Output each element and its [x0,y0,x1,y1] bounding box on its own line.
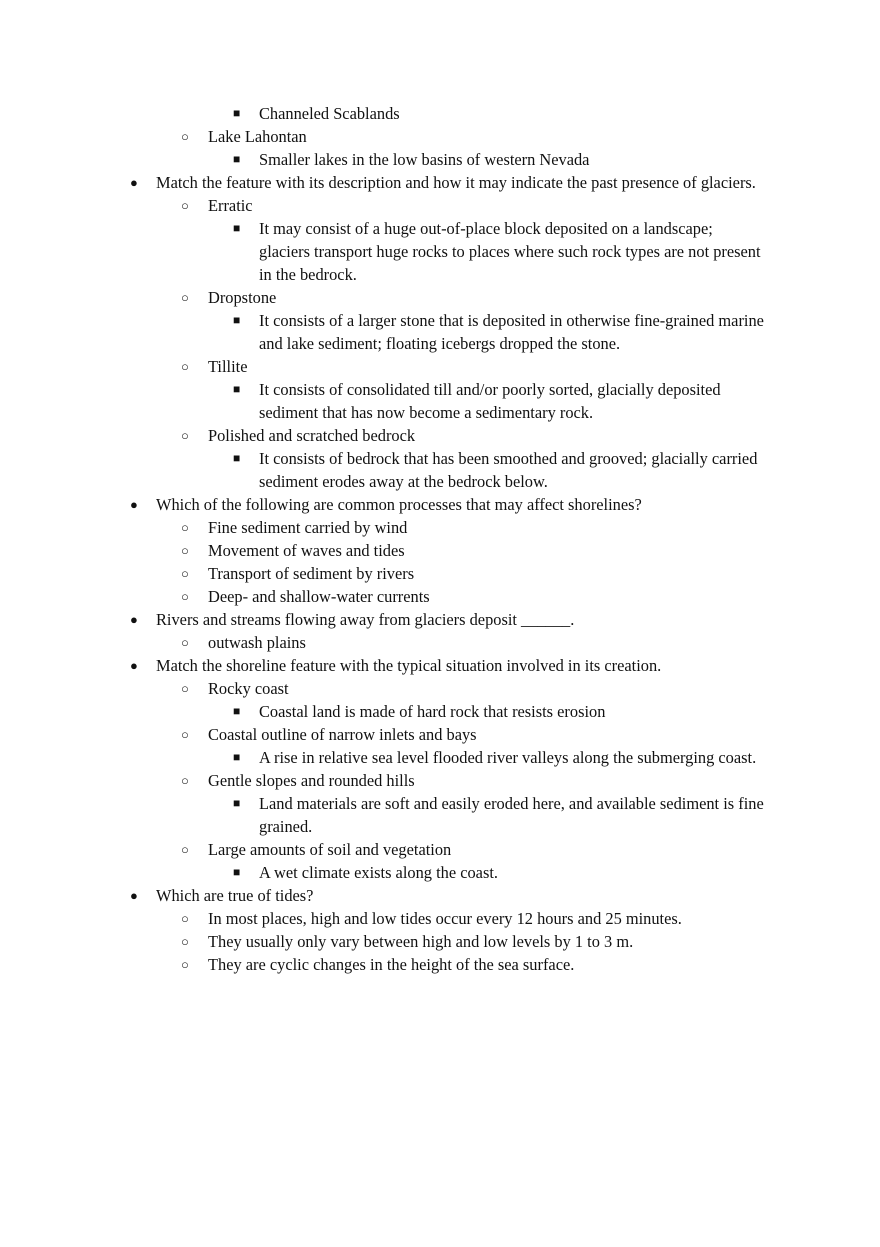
list-item-text: Land materials are soft and easily eroded here, and available sediment is fine grained. [259,794,764,836]
list-item-text: They usually only vary between high and low levels by 1 to 3 m. [208,932,634,951]
list-item [0,723,756,746]
list-item [0,217,764,286]
list-item-text: Coastal outline of narrow inlets and bays [208,725,477,744]
question-text: Rivers and streams flowing away from glaciers deposit ______. [156,610,575,629]
circle-bullet-icon: ○ [181,934,189,949]
dot-bullet-icon: ● [130,175,138,190]
list-item [0,861,764,884]
list-item-text: outwash plains [208,633,306,652]
list-item-text: It consists of consolidated till and/or poorly sorted, glacially deposited sediment that has now become a sedimentary rock. [259,380,721,422]
circle-bullet-icon: ○ [181,359,189,374]
list-item [0,309,764,355]
circle-bullet-icon: ○ [181,681,189,696]
list-item-text: Deep- and shallow-water currents [208,587,430,606]
list-item [0,424,756,447]
question-text: Match the feature with its description and how it may indicate the past presence of glaciers. [156,173,756,192]
square-bullet-icon: ■ [233,704,241,718]
circle-bullet-icon: ○ [181,957,189,972]
list-item [0,148,764,171]
square-bullet-icon: ■ [233,152,241,166]
list-item [0,194,756,217]
square-bullet-icon: ■ [233,796,241,810]
list-item-text: A wet climate exists along the coast. [259,863,498,882]
circle-bullet-icon: ○ [181,290,189,305]
list-item-text: Lake Lahontan [208,127,307,146]
list-item [0,447,764,493]
square-bullet-icon: ■ [233,865,241,879]
question-item [0,884,756,907]
list-item-text: Movement of waves and tides [208,541,405,560]
question-item [0,493,756,516]
square-bullet-icon: ■ [233,106,241,120]
list-item-text: Erratic [208,196,253,215]
question-item [0,171,756,194]
circle-bullet-icon: ○ [181,773,189,788]
list-item-text: It consists of a larger stone that is deposited in otherwise fine-grained marine and lake sediment; floating icebergs dropped the stone. [259,311,764,353]
list-item [0,792,764,838]
list-item [0,562,756,585]
list-item-text: Dropstone [208,288,277,307]
list-item [0,838,756,861]
circle-bullet-icon: ○ [181,520,189,535]
list-item-text: Polished and scratched bedrock [208,426,416,445]
list-item-text: Rocky coast [208,679,289,698]
circle-bullet-icon: ○ [181,842,189,857]
document-page [0,102,880,976]
circle-bullet-icon: ○ [181,727,189,742]
list-item [0,516,756,539]
list-item-text: It may consist of a huge out-of-place block deposited on a landscape; glaciers transport huge rocks to places where such rock types are not present in the bedrock. [259,219,761,284]
list-item [0,378,764,424]
question-text: Which of the following are common processes that may affect shorelines? [156,495,642,514]
list-item-text: Tillite [208,357,248,376]
list-item [0,700,764,723]
list-item [0,930,756,953]
dot-bullet-icon: ● [130,888,138,903]
list-item-text: Fine sediment carried by wind [208,518,408,537]
list-item-text: Coastal land is made of hard rock that resists erosion [259,702,606,721]
list-item-text: Channeled Scablands [259,104,400,123]
list-item [0,953,756,976]
list-item-text: Smaller lakes in the low basins of western Nevada [259,150,590,169]
dot-bullet-icon: ● [130,612,138,627]
question-item [0,654,756,677]
question-item [0,608,756,631]
square-bullet-icon: ■ [233,313,241,327]
list-item [0,102,764,125]
list-item [0,746,764,769]
circle-bullet-icon: ○ [181,543,189,558]
circle-bullet-icon: ○ [181,129,189,144]
circle-bullet-icon: ○ [181,911,189,926]
list-item [0,355,756,378]
circle-bullet-icon: ○ [181,198,189,213]
circle-bullet-icon: ○ [181,589,189,604]
circle-bullet-icon: ○ [181,428,189,443]
list-item [0,539,756,562]
list-item-text: Transport of sediment by rivers [208,564,415,583]
dot-bullet-icon: ● [130,658,138,673]
circle-bullet-icon: ○ [181,635,189,650]
list-item [0,125,756,148]
list-item-text: In most places, high and low tides occur every 12 hours and 25 minutes. [208,909,682,928]
square-bullet-icon: ■ [233,750,241,764]
list-item [0,631,756,654]
square-bullet-icon: ■ [233,451,241,465]
list-item [0,769,756,792]
question-text: Match the shoreline feature with the typical situation involved in its creation. [156,656,662,675]
list-item-text: Gentle slopes and rounded hills [208,771,415,790]
list-item [0,677,756,700]
list-item [0,286,756,309]
list-item-text: Large amounts of soil and vegetation [208,840,452,859]
circle-bullet-icon: ○ [181,566,189,581]
list-item [0,585,756,608]
question-text: Which are true of tides? [156,886,314,905]
list-item-text: They are cyclic changes in the height of the sea surface. [208,955,575,974]
list-item-text: A rise in relative sea level flooded river valleys along the submerging coast. [259,748,757,767]
square-bullet-icon: ■ [233,382,241,396]
list-item [0,907,756,930]
list-item-text: It consists of bedrock that has been smoothed and grooved; glacially carried sediment erodes away at the bedrock below. [259,449,758,491]
dot-bullet-icon: ● [130,497,138,512]
square-bullet-icon: ■ [233,221,241,235]
